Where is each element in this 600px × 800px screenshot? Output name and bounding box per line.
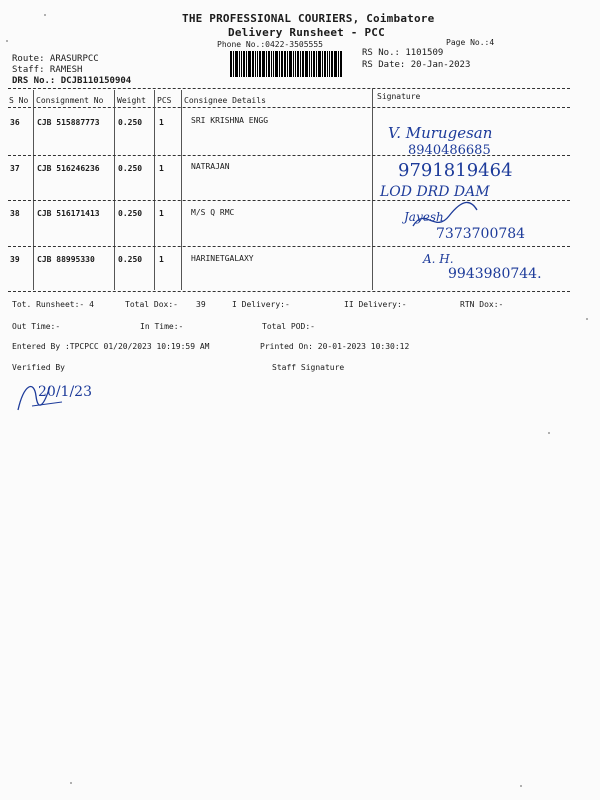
row-consignment: CJB 515887773	[37, 118, 100, 127]
barcode-bar	[287, 51, 288, 77]
barcode-bar	[324, 51, 326, 77]
row-separator	[8, 155, 570, 156]
row-sno: 38	[10, 209, 20, 218]
col-divider	[154, 90, 155, 290]
signature-name: V. Murugesan	[388, 124, 493, 142]
col-header-signature: Signature	[377, 92, 421, 101]
col-header-weight: Weight	[117, 96, 146, 105]
barcode-bar	[273, 51, 274, 77]
scan-speck	[586, 318, 588, 320]
signature-name: Jayesh	[404, 210, 444, 224]
verified-by-label: Verified By	[12, 363, 65, 372]
signature-note: LOD DRD DAM	[380, 184, 490, 200]
signature-scribble	[405, 196, 485, 236]
barcode-bar	[266, 51, 267, 77]
rtn-dox-label: RTN Dox:-	[460, 300, 504, 309]
verifier-signature-scribble	[14, 376, 74, 416]
barcode-bar	[246, 51, 247, 77]
barcode-bar	[295, 51, 296, 77]
scan-speck	[6, 40, 8, 42]
col-header-consignment: Consignment No	[36, 96, 104, 105]
barcode-bar	[271, 51, 272, 77]
scan-speck	[548, 432, 550, 434]
row-pcs: 1	[159, 118, 164, 127]
row-separator	[8, 200, 570, 201]
row-sno: 39	[10, 255, 20, 264]
table-bottom-rule	[8, 291, 570, 292]
row-consignee: M/S Q RMC	[191, 208, 235, 217]
barcode-bar	[318, 51, 321, 77]
barcode-bar	[268, 51, 270, 77]
barcode-bar	[297, 51, 299, 77]
signature-phone: 9791819464	[398, 160, 513, 181]
table-top-rule	[8, 88, 570, 89]
barcode-bar	[329, 51, 330, 77]
barcode-bar	[239, 51, 240, 77]
col-header-pcs: PCS	[157, 96, 172, 105]
ii-delivery-label: II Delivery:-	[344, 300, 407, 309]
row-separator	[8, 246, 570, 247]
barcode-bar	[311, 51, 312, 77]
barcode-bar	[233, 51, 234, 77]
row-pcs: 1	[159, 209, 164, 218]
phone-number: Phone No.:0422-3505555	[217, 40, 323, 49]
out-time-label: Out Time:-	[12, 322, 61, 331]
col-header-sno: S No	[9, 96, 29, 105]
barcode-bar	[293, 51, 294, 77]
row-sno: 36	[10, 118, 20, 127]
scan-speck	[520, 785, 522, 787]
row-consignee: SRI KRISHNA ENGG	[191, 116, 269, 125]
barcode-bar	[279, 51, 280, 77]
row-pcs: 1	[159, 255, 164, 264]
barcode-bar	[340, 51, 342, 77]
row-consignee: HARINETGALAXY	[191, 254, 254, 263]
row-pcs: 1	[159, 164, 164, 173]
signature-name: A. H.	[423, 252, 454, 266]
barcode-bar	[322, 51, 323, 77]
row-weight: 0.250	[118, 209, 143, 218]
total-dox-label: Total Dox:-	[125, 300, 178, 309]
barcode-bar	[313, 51, 315, 77]
drs-number: DRS No.: DCJB110150904	[12, 76, 132, 86]
barcode-bar	[289, 51, 292, 77]
entered-by: Entered By :TPCPCC 01/20/2023 10:19:59 AM	[12, 342, 210, 351]
printed-on: Printed On: 20-01-2023 10:30:12	[260, 342, 410, 351]
barcode-bar	[262, 51, 265, 77]
row-consignment: CJB 88995330	[37, 255, 95, 264]
barcode-bar	[257, 51, 258, 77]
row-weight: 0.250	[118, 118, 143, 127]
in-time-label: In Time:-	[140, 322, 184, 331]
row-weight: 0.250	[118, 255, 143, 264]
barcode-bar	[284, 51, 286, 77]
route-label: Route: ARASURPCC	[12, 54, 99, 64]
barcode-bar	[243, 51, 245, 77]
barcode-bar	[259, 51, 261, 77]
total-pod-label: Total POD:-	[262, 322, 315, 331]
barcode-bar	[305, 51, 308, 77]
table-header-rule	[8, 107, 570, 108]
rs-date: RS Date: 20-Jan-2023	[362, 60, 471, 70]
signature-phone: 7373700784	[436, 226, 526, 242]
barcode-bar	[281, 51, 283, 77]
barcode-bar	[300, 51, 301, 77]
scan-speck	[44, 14, 46, 16]
verified-date-handwritten: 20/1/23	[38, 384, 92, 400]
signature-phone: 8940486685	[408, 143, 491, 158]
barcode-bar	[235, 51, 238, 77]
document-title: Delivery Runsheet - PCC	[228, 26, 385, 39]
company-title: THE PROFESSIONAL COURIERS, Coimbatore	[182, 12, 435, 25]
barcode-bar	[248, 51, 251, 77]
rs-number: RS No.: 1101509	[362, 48, 444, 58]
staff-signature-label: Staff Signature	[272, 363, 345, 372]
barcode-bar	[338, 51, 339, 77]
barcode-bar	[309, 51, 310, 77]
barcode	[230, 51, 355, 77]
barcode-bar	[230, 51, 232, 77]
row-consignee: NATRAJAN	[191, 162, 230, 171]
barcode-bar	[302, 51, 304, 77]
barcode-bar	[316, 51, 317, 77]
col-divider	[181, 90, 182, 290]
barcode-bar	[331, 51, 333, 77]
col-divider	[372, 88, 373, 290]
barcode-bar	[241, 51, 242, 77]
row-consignment: CJB 516171413	[37, 209, 100, 218]
scan-speck	[70, 782, 72, 784]
row-consignment: CJB 516246236	[37, 164, 100, 173]
signature-phone: 9943980744.	[448, 266, 542, 282]
total-runsheet: Tot. Runsheet:- 4	[12, 300, 94, 309]
i-delivery-label: I Delivery:-	[232, 300, 290, 309]
staff-label: Staff: RAMESH	[12, 65, 83, 75]
barcode-bar	[255, 51, 256, 77]
barcode-bar	[327, 51, 328, 77]
barcode-bar	[275, 51, 278, 77]
barcode-bar	[334, 51, 337, 77]
barcode-bar	[252, 51, 254, 77]
total-dox-value: 39	[196, 300, 206, 309]
row-sno: 37	[10, 164, 20, 173]
page-number: Page No.:4	[446, 38, 495, 47]
row-weight: 0.250	[118, 164, 143, 173]
col-divider	[33, 90, 34, 290]
col-divider	[114, 90, 115, 290]
col-header-consignee: Consignee Details	[184, 96, 266, 105]
